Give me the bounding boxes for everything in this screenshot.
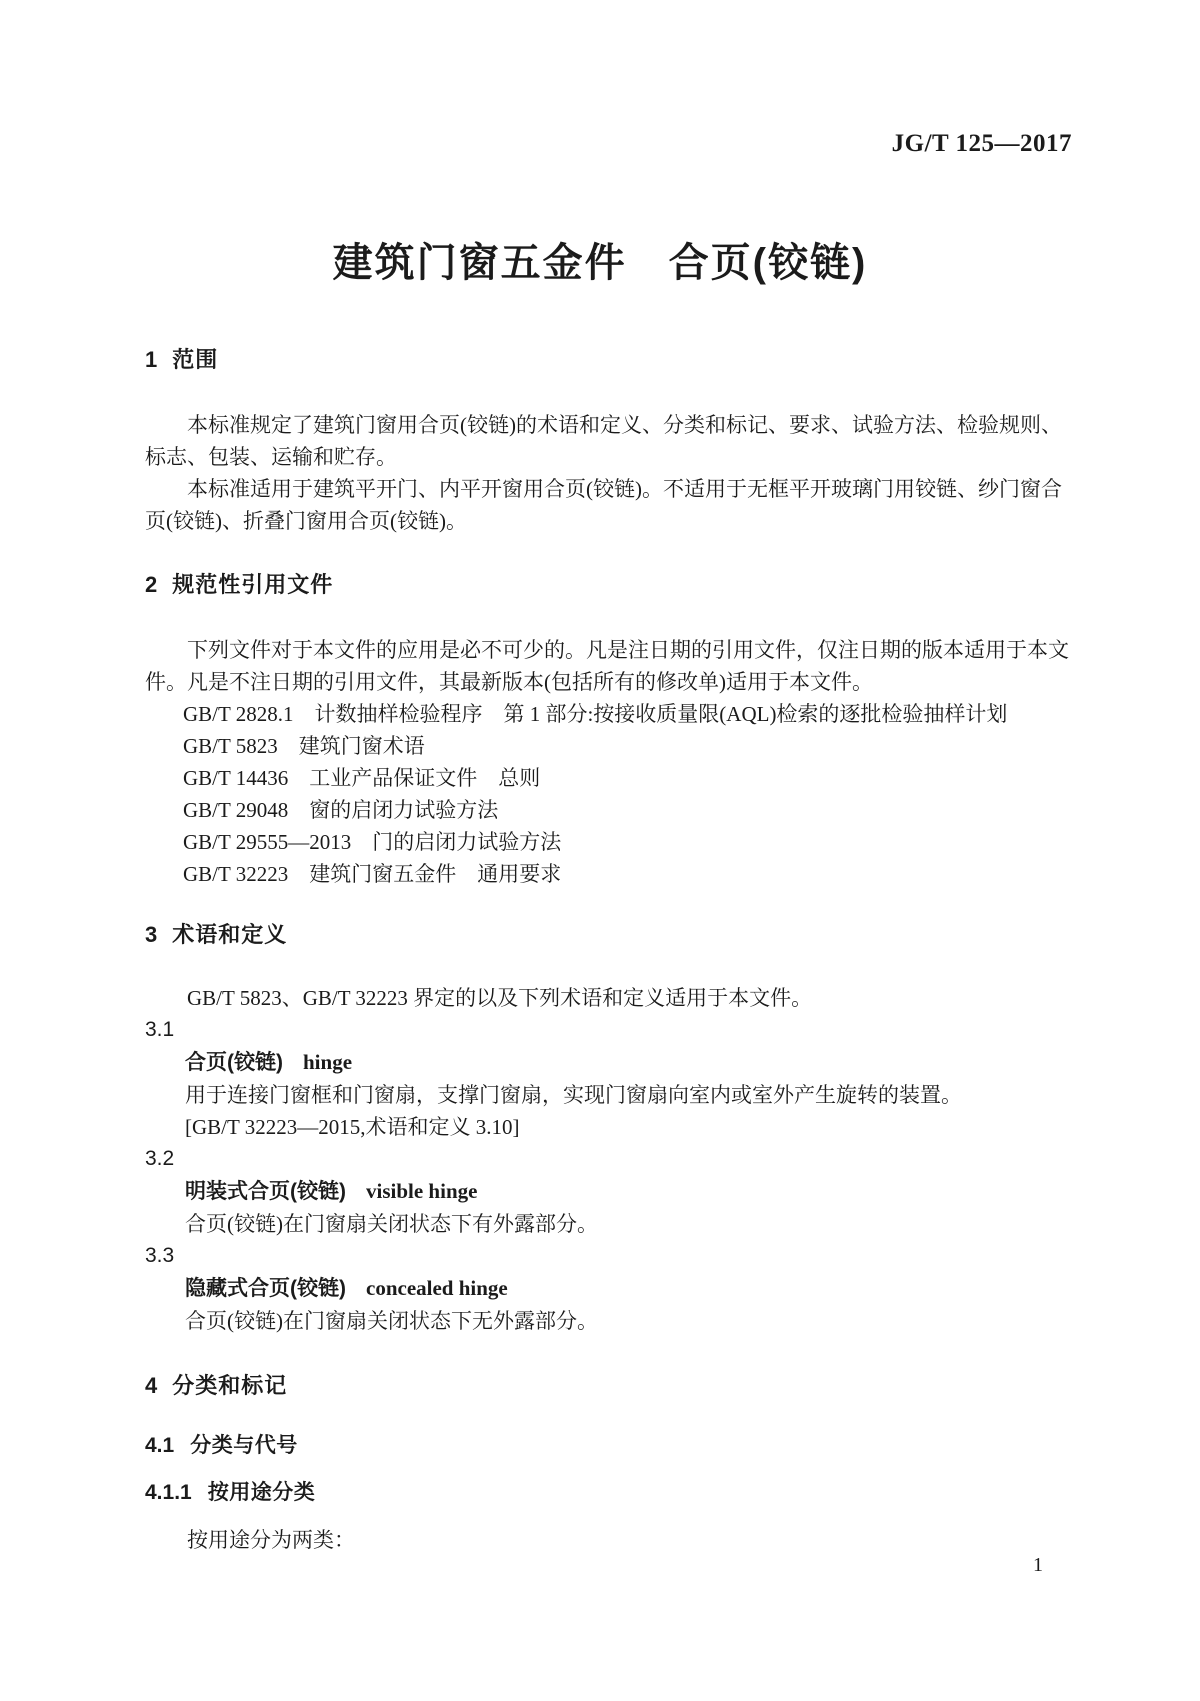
term-english: visible hinge bbox=[366, 1179, 478, 1203]
term-definition: 合页(铰链)在门窗扇关闭状态下有外露部分。 bbox=[185, 1212, 598, 1236]
subsection-number: 4.1.1 bbox=[145, 1481, 192, 1504]
reference-item: GB/T 14436 工业产品保证文件 总则 bbox=[183, 766, 541, 790]
page-number: 1 bbox=[1033, 1554, 1043, 1576]
reference-item: GB/T 29048 窗的启闭力试验方法 bbox=[183, 798, 499, 822]
reference-item: GB/T 2828.1 计数抽样检验程序 第 1 部分:按接收质量限(AQL)检索的逐批检验抽样计划 bbox=[183, 702, 1008, 726]
subsection-number: 4.1 bbox=[145, 1434, 175, 1457]
term-number: 3.1 bbox=[145, 1018, 175, 1041]
reference-item: GB/T 5823 建筑门窗术语 bbox=[183, 734, 425, 758]
term-chinese: 隐藏式合页(铰链) bbox=[185, 1277, 346, 1300]
section-title: 范围 bbox=[172, 347, 219, 372]
subsection-title: 分类与代号 bbox=[190, 1434, 298, 1457]
paragraph: 下列文件对于本文件的应用是必不可少的。凡是注日期的引用文件，仅注日期的版本适用于本文件。凡是不注日期的引用文件，其最新版本(包括所有的修改单)适用于本文件。 bbox=[145, 638, 1069, 694]
term-entry bbox=[145, 1046, 1072, 1079]
term-entry bbox=[145, 1175, 1072, 1208]
term-entry bbox=[145, 1272, 1072, 1305]
term-number: 3.2 bbox=[145, 1147, 175, 1170]
section-title: 术语和定义 bbox=[172, 922, 288, 947]
paragraph: 本标准适用于建筑平开门、内平开窗用合页(铰链)。不适用于无框平开玻璃门用铰链、纱门窗合页(铰链)、折叠门窗用合页(铰链)。 bbox=[145, 477, 1062, 533]
section-heading-normative-references bbox=[145, 569, 1072, 601]
paragraph: 按用途分为两类： bbox=[187, 1528, 355, 1552]
term-number: 3.3 bbox=[145, 1244, 175, 1267]
reference-item: GB/T 32223 建筑门窗五金件 通用要求 bbox=[183, 862, 562, 886]
section-number: 2 bbox=[145, 572, 158, 597]
standard-code: JG/T 125—2017 bbox=[891, 130, 1072, 157]
section-number: 1 bbox=[145, 347, 158, 372]
term-chinese: 明装式合页(铰链) bbox=[185, 1180, 346, 1203]
subsection-heading-by-use bbox=[145, 1477, 1072, 1509]
document-title: 建筑门窗五金件 合页(铰链) bbox=[332, 241, 868, 285]
term-definition: 用于连接门窗框和门窗扇，支撑门窗扇，实现门窗扇向室内或室外产生旋转的装置。 bbox=[185, 1083, 962, 1107]
document-content bbox=[145, 344, 1072, 1556]
section-heading-classification-marking bbox=[145, 1370, 1072, 1402]
section-number: 4 bbox=[145, 1373, 158, 1398]
section-number: 3 bbox=[145, 922, 158, 947]
section-heading-terms-definitions bbox=[145, 919, 1072, 951]
term-source: [GB/T 32223—2015,术语和定义 3.10] bbox=[185, 1115, 520, 1139]
term-english: concealed hinge bbox=[366, 1276, 508, 1300]
term-definition: 合页(铰链)在门窗扇关闭状态下无外露部分。 bbox=[185, 1309, 598, 1333]
section-title: 分类和标记 bbox=[172, 1373, 288, 1398]
subsection-heading-classification-codes bbox=[145, 1430, 1072, 1462]
term-chinese: 合页(铰链) bbox=[185, 1051, 283, 1074]
paragraph: 本标准规定了建筑门窗用合页(铰链)的术语和定义、分类和标记、要求、试验方法、检验规则、标志、包装、运输和贮存。 bbox=[145, 413, 1062, 469]
section-heading-scope bbox=[145, 344, 1072, 376]
section-title: 规范性引用文件 bbox=[172, 572, 334, 597]
term-english: hinge bbox=[303, 1050, 353, 1074]
reference-item: GB/T 29555—2013 门的启闭力试验方法 bbox=[183, 830, 562, 854]
paragraph: GB/T 5823、GB/T 32223 界定的以及下列术语和定义适用于本文件。 bbox=[187, 986, 813, 1010]
subsection-title: 按用途分类 bbox=[207, 1481, 316, 1504]
